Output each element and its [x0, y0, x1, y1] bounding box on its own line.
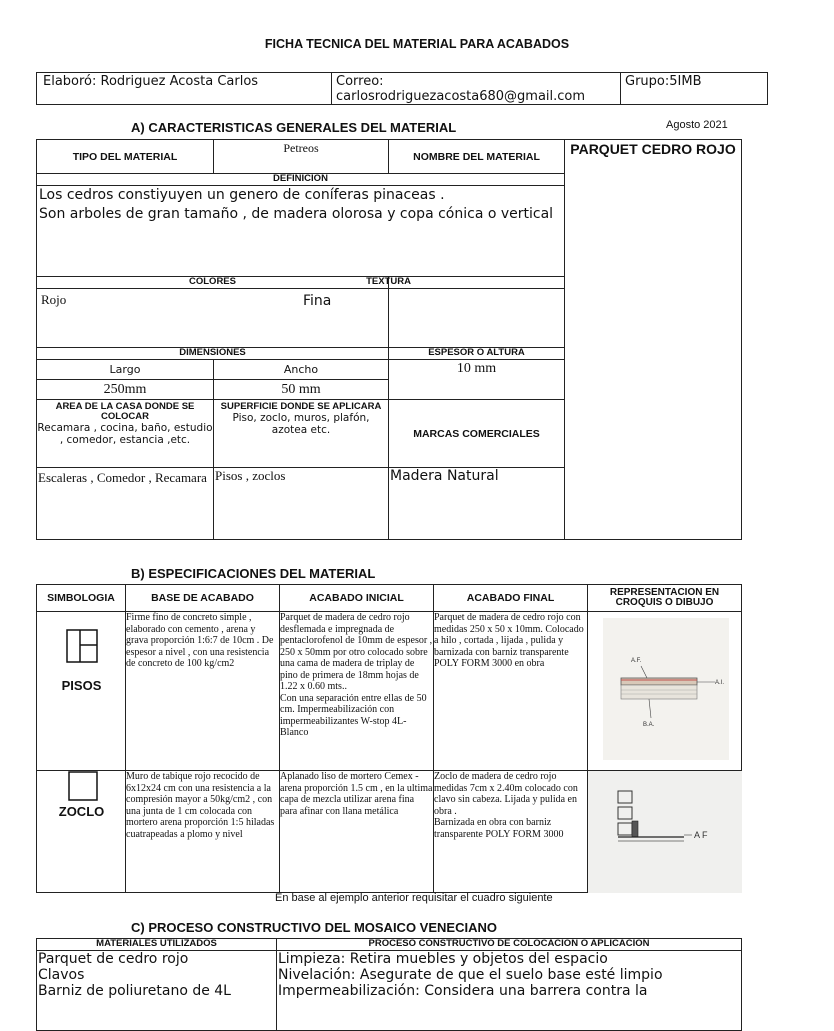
- section-c-title: C) PROCESO CONSTRUCTIVO DEL MOSAICO VENECIANO: [131, 920, 497, 935]
- espesor-label: ESPESOR O ALTURA: [389, 348, 565, 360]
- zoclo-final: Zoclo de madera de cedro rojo medidas 7cm x 2.40m colocado con clavo sin cabeza. Lijada y pulida en obra . Barnizada en obra con barniz transparente POLY FORM 3000: [434, 771, 588, 893]
- info-table: [36, 72, 768, 105]
- superficie-value: Pisos , zoclos: [214, 468, 389, 540]
- list-item: Clavos: [38, 967, 85, 983]
- floor-sketch-image: [603, 618, 729, 760]
- zoclo-base: Muro de tabique rojo recocido de 6x12x24 cm con una resistencia a la compresión mayor a 50kg/cm2 , con una junta de 1 cm colocada con mortero arena proporción 1:5 hiladas cuatrapeadas a plomo y nivel: [126, 771, 280, 893]
- group-cell: Grupo:5IMB: [621, 73, 768, 105]
- proceso-label: PROCESO CONSTRUCTIVO DE COLOCACION O APLICACION: [277, 939, 742, 951]
- table-row: [37, 612, 742, 771]
- author-cell: Elaboró: Rodriguez Acosta Carlos: [37, 73, 332, 105]
- characteristics-table: [36, 139, 742, 540]
- list-item: Nivelación: Asegurate de que el suelo base esté limpio: [278, 967, 663, 983]
- pisos-inicial: Parquet de madera de cedro rojo desflemada e impregnada de pentaclorofenol de 10mm de espesor , 250 x 50mm por otro colocado sobre una cama de madera de triplay de pino de primera de 18mm hojas de 1.22 x 0.60 mts.. Con una separación entre ellas de 50 cm. Impermeabilización con impermeabilizantes W-stop 4L- Blanco: [280, 612, 434, 771]
- area-value: Escaleras , Comedor , Recamara: [37, 468, 214, 540]
- sketch-label-ai: A.I.: [715, 680, 725, 686]
- specifications-table: [36, 584, 742, 893]
- textura-value: [303, 289, 565, 348]
- textura-label: [366, 276, 565, 289]
- pisos-final: Parquet de madera de cedro rojo con medidas 250 x 50 x 10mm. Colocado a hilo , cortada , lijada , pulida y barnizada con barniz transparente POLY FORM 3000 en obra: [434, 612, 588, 771]
- definicion-label: DEFINICION: [37, 174, 565, 186]
- sketch-label-ba: B.A.: [643, 722, 655, 728]
- ancho-label: Ancho: [214, 360, 389, 380]
- area-label: AREA DE LA CASA DONDE SE COLOCAR: [55, 401, 195, 422]
- header-final: ACABADO FINAL: [434, 585, 588, 612]
- colores-label: COLORES: [37, 277, 389, 289]
- document-title: FICHA TECNICA DEL MATERIAL PARA ACABADOS: [264, 37, 570, 51]
- area-cell: [37, 400, 214, 468]
- email-cell: [332, 73, 621, 105]
- pisos-symbol-cell: [37, 612, 126, 771]
- area-desc: Recamara , cocina, baño, estudio , comedor, estancia ,etc.: [37, 422, 213, 446]
- sketch-label-af: A.F.: [631, 658, 642, 664]
- pisos-base: Firme fino de concreto simple , elaborado con cemento , arena y grava proporción 1:6:7 de 10cm . De espesor a nivel , con una resistencia de concreto de 100 kg/cm2: [126, 612, 280, 771]
- marcas-label: MARCAS COMERCIALES: [389, 400, 565, 468]
- list-item: Parquet de cedro rojo: [38, 951, 189, 967]
- pisos-label: PISOS: [61, 678, 102, 693]
- section-a-title: A) CARACTERISTICAS GENERALES DEL MATERIAL: [131, 120, 457, 135]
- floor-section-drawing: [603, 618, 729, 760]
- list-item: Barniz de poliuretano de 4L: [38, 983, 231, 999]
- instructions-note: En base al ejemplo anterior requisitar el cuadro siguiente: [275, 892, 553, 904]
- marcas-value: Madera Natural: [389, 468, 565, 540]
- largo-label: Largo: [37, 360, 214, 380]
- section-a-date: Agosto 2021: [666, 119, 728, 131]
- baseboard-sketch-image: [588, 771, 742, 893]
- largo-value: 250mm: [37, 380, 214, 400]
- baseboard-symbol-icon: [68, 771, 98, 803]
- zoclo-inicial: Aplanado liso de mortero Cemex -arena proporción 1.5 cm , en la ultima capa de mezcla utilizar arena fina para afinar con llana metálica: [280, 771, 434, 893]
- baseboard-section-drawing: [588, 771, 742, 893]
- list-item: Limpieza: Retira muebles y objetos del espacio: [278, 951, 608, 967]
- header-base: BASE DE ACABADO: [126, 585, 280, 612]
- ancho-value: 50 mm: [214, 380, 389, 400]
- zoclo-symbol-cell: [37, 771, 126, 893]
- materiales-label: MATERIALES UTILIZADOS: [37, 939, 277, 951]
- dimensiones-label: DIMENSIONES: [37, 348, 389, 360]
- zoclo-sketch-cell: [588, 771, 742, 893]
- textura-label-text: TEXTURA: [366, 276, 411, 287]
- superficie-cell: [214, 400, 389, 468]
- nombre-label: NOMBRE DEL MATERIAL: [389, 140, 565, 174]
- espesor-value: 10 mm: [389, 360, 565, 400]
- header-simbologia: SIMBOLOGIA: [37, 585, 126, 612]
- table-row: [37, 771, 742, 893]
- section-b-title: B) ESPECIFICACIONES DEL MATERIAL: [131, 566, 376, 581]
- process-table: [36, 938, 742, 1031]
- nombre-value: PARQUET CEDRO ROJO: [565, 140, 742, 540]
- header-inicial: ACABADO INICIAL: [280, 585, 434, 612]
- header-representacion: REPRESENTACION EN CROQUIS O DIBUJO: [588, 585, 742, 612]
- email-value: carlosrodriguezacosta680@gmail.com: [336, 89, 586, 104]
- tipo-label: TIPO DEL MATERIAL: [37, 140, 214, 174]
- superficie-desc: Piso, zoclo, muros, plafón, azotea etc.: [232, 412, 370, 436]
- tipo-value: Petreos: [214, 140, 389, 174]
- zoclo-label: ZOCLO: [58, 804, 105, 819]
- colores-value: Rojo: [37, 289, 389, 348]
- sketch-label-af-zoclo: A F: [694, 830, 708, 840]
- pisos-sketch-cell: [588, 612, 742, 771]
- definicion-text: Los cedros constiyuyen un genero de coníferas pinaceas . Son arboles de gran tamaño , de madera olorosa y copa cónica o vertical: [37, 186, 565, 277]
- list-item: Impermeabilización: Considera una barrera contra la: [278, 983, 648, 999]
- proceso-list: [277, 951, 742, 1031]
- textura-value-text: Fina: [303, 293, 332, 309]
- materiales-list: [37, 951, 277, 1031]
- floor-symbol-icon: [66, 629, 98, 663]
- superficie-label: SUPERFICIE DONDE SE APLICARA: [220, 401, 382, 412]
- email-label: Correo:: [336, 74, 384, 89]
